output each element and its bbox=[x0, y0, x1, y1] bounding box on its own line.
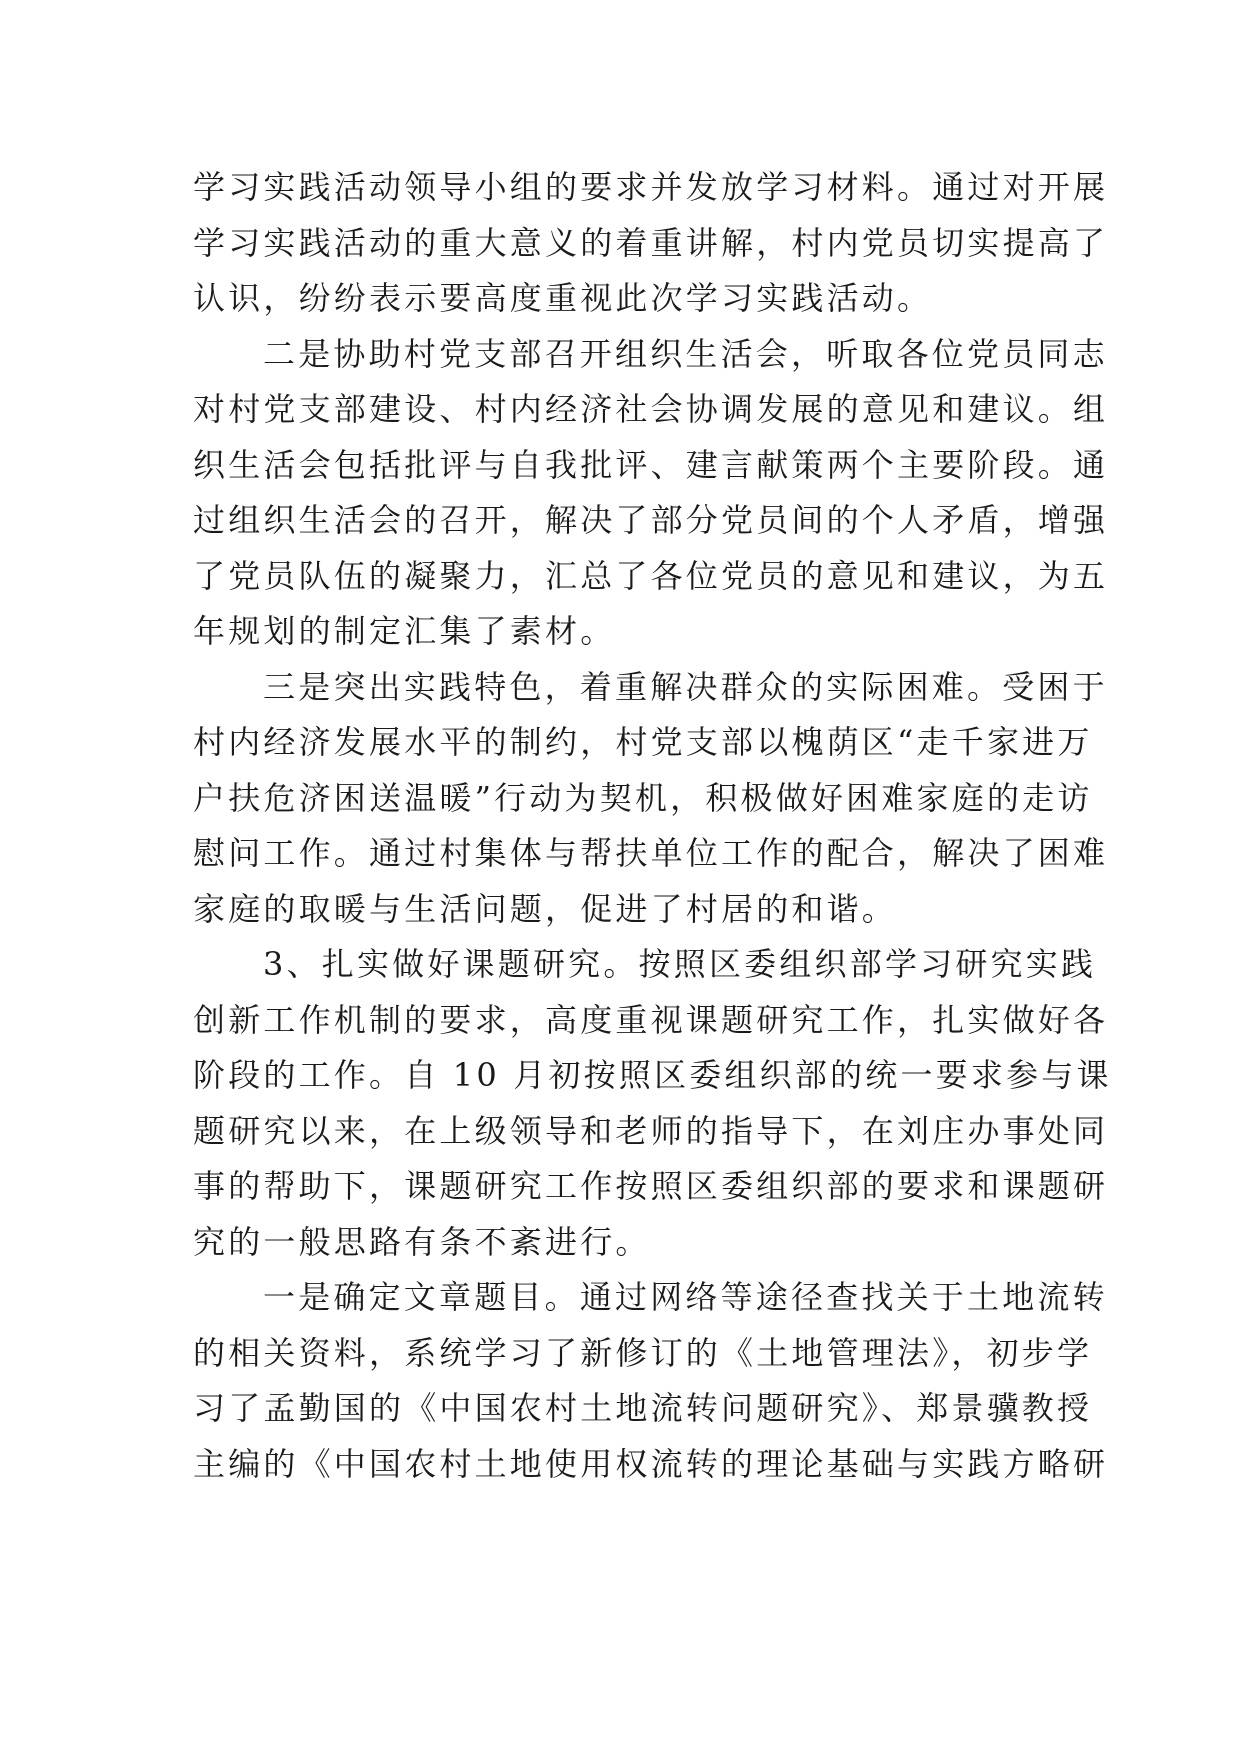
text-line: 题研究以来，在上级领导和老师的指导下，在刘庄办事处同 bbox=[193, 1111, 1109, 1150]
paragraph-first-line: 三是突出实践特色，着重解决群众的实际困难。受困于 bbox=[263, 667, 1108, 706]
text-line: 过组织生活会的召开，解决了部分党员间的个人矛盾，增强 bbox=[193, 501, 1109, 539]
text-line: 家庭的取暖与生活问题，促进了村居的和谐。 bbox=[193, 889, 898, 928]
text-line: 织生活会包括批评与自我批评、建言献策两个主要阶段。通 bbox=[193, 445, 1109, 484]
text-line: 的相关资料，系统学习了新修订的《土地管理法》，初步学 bbox=[193, 1333, 1093, 1372]
text-line: 学习实践活动领导小组的要求并发放学习材料。通过对开展 bbox=[193, 168, 1109, 206]
paragraph-first-line: 3、扎实做好课题研究。按照区委组织部学习研究实践 bbox=[263, 945, 1097, 983]
paragraph-first-line: 二是协助村党支部召开组织生活会，听取各位党员同志 bbox=[263, 334, 1108, 373]
paragraph-first-line: 一是确定文章题目。通过网络等途径查找关于土地流转 bbox=[263, 1278, 1108, 1316]
text-line: 慰问工作。通过村集体与帮扶单位工作的配合，解决了困难 bbox=[193, 834, 1109, 872]
text-line: 究的一般思路有条不紊进行。 bbox=[193, 1222, 651, 1261]
text-line: 习了孟勤国的《中国农村土地流转问题研究》、郑景骥教授 bbox=[193, 1389, 1093, 1427]
text-line: 阶段的工作。自 10 月初按照区委组织部的统一要求参与课 bbox=[193, 1056, 1112, 1094]
text-line: 村内经济发展水平的制约，村党支部以槐荫区“走千家进万 bbox=[193, 723, 1093, 761]
text-line: 了党员队伍的凝聚力，汇总了各位党员的意见和建议，为五 bbox=[193, 556, 1109, 595]
text-line: 户扶危济困送温暖”行动为契机，积极做好困难家庭的走访 bbox=[193, 778, 1093, 817]
text-line: 事的帮助下，课题研究工作按照区委组织部的要求和课题研 bbox=[193, 1167, 1109, 1205]
text-line: 对村党支部建设、村内经济社会协调发展的意见和建议。组 bbox=[193, 390, 1109, 428]
text-line: 主编的《中国农村土地使用权流转的理论基础与实践方略研 bbox=[193, 1444, 1109, 1483]
text-line: 认识，纷纷表示要高度重视此次学习实践活动。 bbox=[193, 279, 933, 317]
text-line: 创新工作机制的要求，高度重视课题研究工作，扎实做好各 bbox=[193, 1000, 1109, 1039]
document-body bbox=[193, 160, 1112, 1492]
text-line: 年规划的制定汇集了素材。 bbox=[193, 612, 616, 650]
text-line: 学习实践活动的重大意义的着重讲解，村内党员切实提高了 bbox=[193, 223, 1109, 262]
